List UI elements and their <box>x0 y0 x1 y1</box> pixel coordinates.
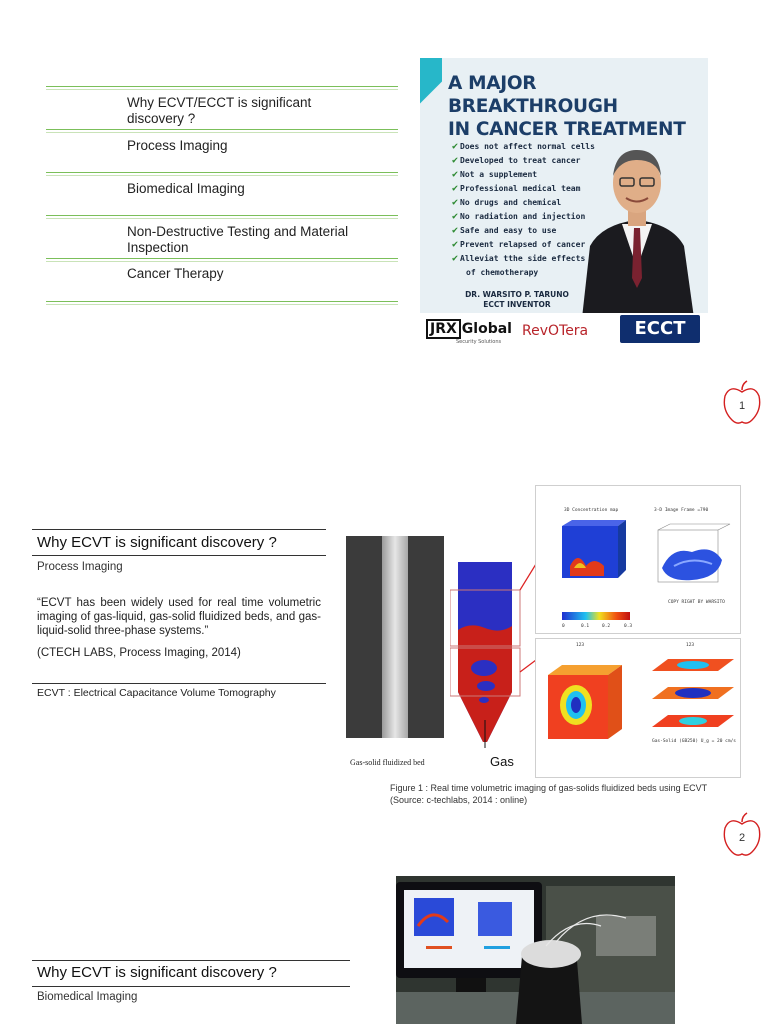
list-item: ✔ Does not affect normal cells <box>452 141 595 152</box>
scanner-scene <box>396 876 675 1024</box>
gas-label: Gas <box>490 754 514 769</box>
slide3-subheading: Biomedical Imaging <box>37 991 138 1003</box>
3d-image-frame <box>652 522 734 588</box>
inventor-caption: DR. WARSITO P. TARUNO ECCT INVENTOR <box>465 290 569 309</box>
volume-cube <box>542 661 628 743</box>
poster-logo-bar <box>420 313 708 348</box>
toc-row[interactable] <box>46 172 398 196</box>
list-item: ✔ Not a supplement <box>452 169 538 180</box>
toc-row[interactable] <box>46 258 398 281</box>
jrx-global-logo: JRX Global Security Solutions <box>426 319 512 345</box>
ecvt-quote: “ECVT has been widely used for real time volumetric imaging of gas-liquid, gas-solid fluidized beds, and gas-liquid-solid three-phase systems.” <box>37 597 321 637</box>
heading-rule-bottom <box>32 555 326 556</box>
page-number: 2 <box>738 832 746 844</box>
heading-rule-top <box>32 960 350 961</box>
check-icon: ✔ <box>452 211 459 222</box>
check-icon: ✔ <box>452 141 459 152</box>
check-icon: ✔ <box>452 225 459 236</box>
abbreviation-note: ECVT : Electrical Capacitance Volume Tomography <box>37 687 276 699</box>
quote-source: (CTECH LABS, Process Imaging, 2014) <box>37 647 241 659</box>
slide2-heading: Why ECVT is significant discovery ? <box>37 534 277 551</box>
toc-item-process-imaging[interactable]: Process Imaging <box>127 138 228 153</box>
concentration-cube <box>558 520 628 580</box>
toc-row[interactable] <box>46 215 398 255</box>
list-item: ✔ No drugs and chemical <box>452 197 562 208</box>
poster-benefit-list <box>452 140 595 280</box>
poster-accent-stripe <box>420 58 442 118</box>
slide3-heading: Why ECVT is significant discovery ? <box>37 964 277 981</box>
concentration-map-panel: 3D Concentration map 3-D Image Frame =790 COPY RIGHT BY WARSITO 0 0.1 0.2 0.3 <box>535 485 741 634</box>
page-number-badge <box>722 380 762 426</box>
list-item-continuation: of chemotherapy <box>466 268 539 277</box>
reactor-column <box>382 536 408 738</box>
bed-label: Gas-solid fluidized bed <box>350 758 425 767</box>
check-icon: ✔ <box>452 197 459 208</box>
page-number-badge <box>722 812 762 858</box>
ecvt-brain-scanner-photo <box>396 876 675 1024</box>
check-icon: ✔ <box>452 253 459 264</box>
toc-item-ndt[interactable]: Non-Destructive Testing and Material Inspection <box>127 224 349 255</box>
colorbar <box>562 612 630 620</box>
stacked-slices <box>648 657 738 749</box>
abbreviation-rule <box>32 683 326 684</box>
poster-title: A MAJOR BREAKTHROUGH IN CANCER TREATMENT <box>448 73 686 140</box>
toc-row[interactable] <box>46 129 398 153</box>
ecct-logo: ECCT <box>620 315 700 343</box>
figure-caption: Figure 1 : Real time volumetric imaging of gas-solids fluidized beds using ECVT (Source: c-techlabs, 2014 : online) <box>390 783 708 805</box>
list-item: ✔ Prevent relapsed of cancer <box>452 239 586 250</box>
slice-view-panel: 123 123 Gas-Solid (GB250) U_g = 20 cm/s <box>535 638 741 778</box>
ecct-poster <box>420 58 708 348</box>
heading-rule-bottom <box>32 986 350 987</box>
heading-rule-top <box>32 529 326 530</box>
fluidized-bed-figure <box>340 480 745 780</box>
list-item: ✔ Alleviat tthe side effects <box>452 253 586 264</box>
toc-row[interactable] <box>46 86 398 126</box>
page-number: 1 <box>738 400 746 412</box>
slide2-subheading: Process Imaging <box>37 561 123 573</box>
check-icon: ✔ <box>452 169 459 180</box>
list-item: ✔ Developed to treat cancer <box>452 155 581 166</box>
list-item: ✔ Professional medical team <box>452 183 581 194</box>
toc-item-biomedical-imaging[interactable]: Biomedical Imaging <box>127 181 245 196</box>
revotera-logo: RevOTera <box>522 323 589 339</box>
check-icon: ✔ <box>452 239 459 250</box>
check-icon: ✔ <box>452 155 459 166</box>
list-item: ✔ Safe and easy to use <box>452 225 557 236</box>
lab-apparatus-photo <box>346 536 444 738</box>
check-icon: ✔ <box>452 183 459 194</box>
toc-divider <box>46 301 398 302</box>
toc-item-why-ecvt[interactable]: Why ECVT/ECCT is significant discovery ? <box>127 95 312 126</box>
fluidized-bed-diagram <box>450 560 540 750</box>
list-item: ✔ No radiation and injection <box>452 211 586 222</box>
toc-item-cancer-therapy[interactable]: Cancer Therapy <box>127 266 224 281</box>
